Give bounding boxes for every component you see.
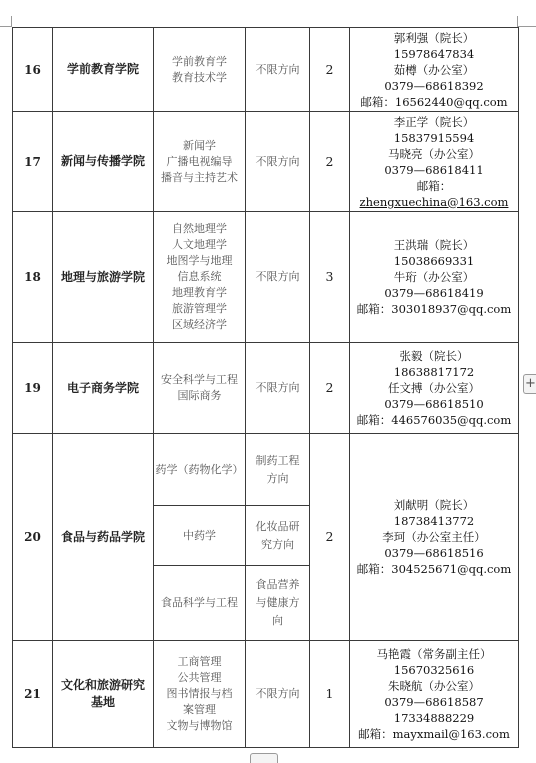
plus-icon[interactable]: + (523, 374, 536, 394)
row-index: 17 (13, 112, 53, 212)
quota-count: 2 (310, 112, 350, 212)
college-name: 地理与旅游学院 (53, 212, 154, 343)
college-name: 学前教育学院 (53, 28, 154, 112)
major-list: 安全科学与工程 国际商务 (154, 343, 246, 434)
research-direction: 不限方向 (246, 343, 310, 434)
major-item: 中药学 (154, 506, 246, 566)
contact-info: 马艳霞（常务副主任） 15670325616 朱晓航（办公室） 0379—68618587 17334888229 邮箱：mayxmail@163.com (350, 641, 519, 748)
table-row (13, 28, 519, 112)
quota-count: 2 (310, 434, 350, 641)
table-row (13, 343, 519, 434)
table-row (13, 212, 519, 343)
research-direction: 化妆品研 究方向 (246, 506, 310, 566)
college-name: 食品与药品学院 (53, 434, 154, 641)
contact-info: 郭利强（院长） 15978647834 茹樽（办公室） 0379—68618392 邮箱：16562440@qq.com (350, 28, 519, 112)
college-name: 电子商务学院 (53, 343, 154, 434)
research-direction: 食品营养 与健康方 向 (246, 566, 310, 641)
major-list: 自然地理学 人文地理学 地图学与地理 信息系统 地理教育学 旅游管理学 区域经济学 (154, 212, 246, 343)
major-list: 新闻学 广播电视编导 播音与主持艺术 (154, 112, 246, 212)
major-list: 学前教育学 教育技术学 (154, 28, 246, 112)
major-item: 药学（药物化学） (154, 434, 246, 506)
enrollment-table (12, 27, 519, 748)
row-index: 18 (13, 212, 53, 343)
quota-count: 1 (310, 641, 350, 748)
contact-info: 刘献明（院长） 18738413772 李珂（办公室主任） 0379—68618516 邮箱：304525671@qq.com (350, 434, 519, 641)
crop-mark-top-right-v (517, 16, 518, 27)
row-index: 21 (13, 641, 53, 748)
college-name: 文化和旅游研究 基地 (53, 641, 154, 748)
row-index: 20 (13, 434, 53, 641)
research-direction: 制药工程 方向 (246, 434, 310, 506)
contact-info: 张毅（院长） 18638817172 任文搏（办公室） 0379—68618510 邮箱：446576035@qq.com (350, 343, 519, 434)
quota-count: 2 (310, 28, 350, 112)
quota-count: 2 (310, 343, 350, 434)
table-row (13, 112, 519, 212)
college-name: 新闻与传播学院 (53, 112, 154, 212)
research-direction: 不限方向 (246, 641, 310, 748)
research-direction: 不限方向 (246, 112, 310, 212)
contact-info: 李正学（院长） 15837915594 马晓亮（办公室） 0379—68618411 邮箱： zhengxuechina@163.com (350, 112, 519, 212)
crop-mark-top-left-v (11, 16, 12, 27)
contact-info: 王洪瑞（院长） 15038669331 牛珩（办公室） 0379—68618419 邮箱：303018937@qq.com (350, 212, 519, 343)
major-item: 食品科学与工程 (154, 566, 246, 641)
research-direction: 不限方向 (246, 212, 310, 343)
table-row (13, 434, 519, 506)
major-list: 工商管理 公共管理 图书情报与档 案管理 文物与博物馆 (154, 641, 246, 748)
row-index: 16 (13, 28, 53, 112)
quota-count: 3 (310, 212, 350, 343)
research-direction: 不限方向 (246, 28, 310, 112)
crop-mark-top-right-h (517, 26, 536, 27)
table-row (13, 641, 519, 748)
email-link[interactable]: zhengxuechina@163.com (359, 194, 509, 209)
row-index: 19 (13, 343, 53, 434)
